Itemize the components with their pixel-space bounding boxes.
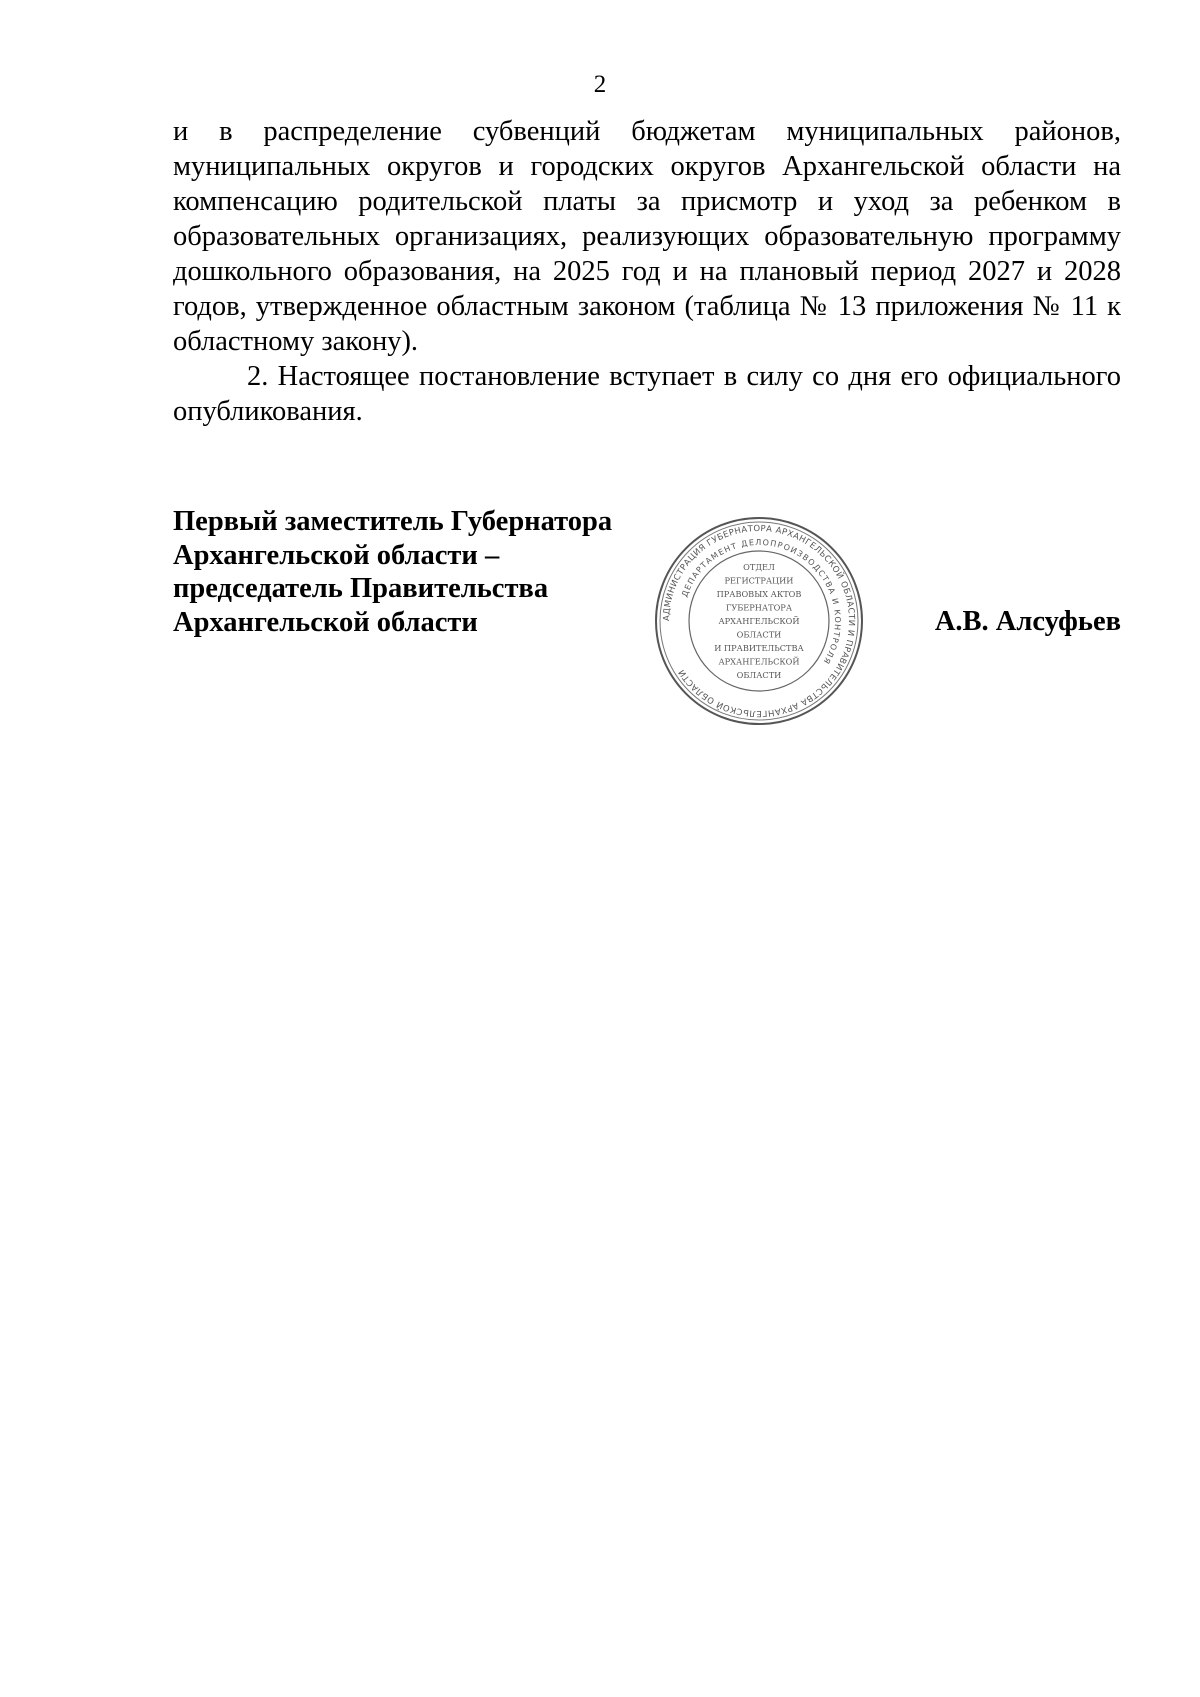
signatory-title-line: Архангельской области	[173, 606, 478, 638]
seal-center-line: И ПРАВИТЕЛЬСТВА	[714, 643, 804, 653]
seal-center-text	[714, 562, 804, 680]
seal-center-line: ОТДЕЛ	[743, 562, 775, 572]
body-text	[173, 114, 1121, 429]
seal-center-line: ОБЛАСТИ	[736, 670, 782, 680]
seal-center-line: ПРАВОВЫХ АКТОВ	[716, 589, 802, 599]
seal-inner-ring-text: ДЕПАРТАМЕНТ ДЕЛОПРОИЗВОДСТВА И КОНТРОЛЯ	[680, 537, 843, 667]
page-number: 2	[593, 71, 607, 98]
signatory-title-line: председатель Правительства	[173, 573, 549, 604]
seal-center-line: ОБЛАСТИ	[736, 629, 782, 640]
seal-center-line: АРХАНГЕЛЬСКОЙ	[718, 656, 800, 667]
seal-center-line: ГУБЕРНАТОРА	[725, 602, 793, 613]
official-seal-stamp	[653, 515, 865, 727]
signature-block	[173, 505, 1121, 735]
seal-outer-ring-text: АДМИНИСТРАЦИЯ ГУБЕРНАТОРА АРХАНГЕЛЬСКОЙ ОБЛАСТИ И ПРАВИТЕЛЬСТВА АРХАНГЕЛЬСКОЙ ОБЛАСТИ	[661, 523, 857, 719]
seal-center-line: АРХАНГЕЛЬСКОЙ	[718, 616, 800, 626]
seal-graphic	[653, 515, 865, 727]
signatory-title-line: Архангельской области –	[173, 539, 500, 571]
paragraph-item-2: 2. Настоящее постановление вступает в силу со дня его официального опубликования.	[173, 361, 1121, 427]
seal-center-line: РЕГИСТРАЦИИ	[724, 575, 794, 586]
paragraph-continuation: и в распределение субвенций бюджетам муниципальных районов, муниципальных округов и городских округов Архангельской области на компенсацию родительской платы за присмотр и уход за ребенком в образовательных организациях, реализующих образовательную программу дошкольного образования, на 2025 год и на плановый период 2027 и 2028 годов, утвержденное областным законом (таблица № 13 приложения № 11 к областному закону).	[173, 116, 1121, 357]
signatory-title	[173, 505, 633, 639]
signatory-title-line: Первый заместитель Губернатора	[173, 506, 613, 537]
signatory-name: А.В. Алсуфьев	[934, 606, 1121, 637]
